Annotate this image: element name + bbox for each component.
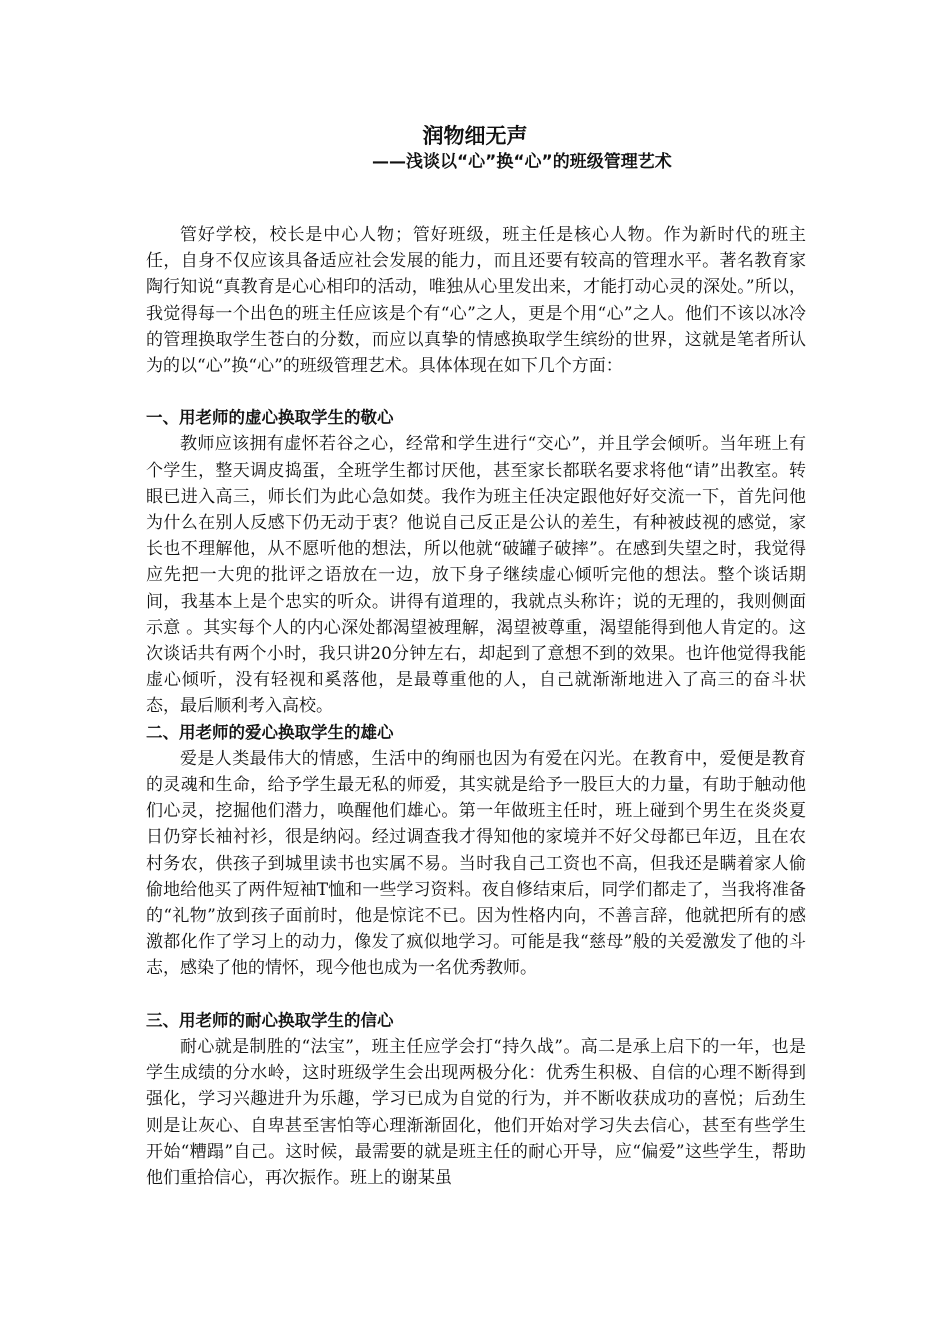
document-subtitle: ——浅谈以“心”换“心”的班级管理艺术 bbox=[372, 152, 672, 172]
section-heading-1: 一、用老师的虚心换取学生的敬心 bbox=[146, 408, 394, 428]
section-paragraph-3: 耐心就是制胜的“法宝”，班主任应学会打“持久战”。高二是承上启下的一年，也是学生成绩的分水岭，这时班级学生会出现两极分化：优秀生积极、自信的心理不断得到强化，学习兴趣进升为乐趣，学习已成为自觉的行为，并不断收获成功的喜悦；后劲生则是让灰心、自卑甚至害怕等心理渐渐固化，他们开始对学习失去信心，甚至有些学生开始“糟蹋”自己。这时候，最需要的就是班主任的耐心开导，应“偏爱”这些学生，帮助他们重拾信心，再次振作。班上的谢某虽 bbox=[146, 1036, 806, 1188]
spacer bbox=[146, 982, 806, 1008]
section-heading-3: 三、用老师的耐心换取学生的信心 bbox=[146, 1010, 394, 1030]
intro-paragraph: 管好学校，校长是中心人物；管好班级，班主任是核心人物。作为新时代的班主任，自身不仅应该具备适应社会发展的能力，而且还要有较高的管理水平。著名教育家陶行知说“真教育是心心相印的活动，唯独从心里发出来，才能打动心灵的深处。”所以，我觉得每一个出色的班主任应该是个有“心”之人，更是个用“心”之人。他们不该以冰冷的管理换取学生苍白的分数，而应以真挚的情感换取学生缤纷的世界，这就是笔者所认为的以“心”换“心”的班级管理艺术。具体体现在如下几个方面： bbox=[146, 225, 806, 377]
section-paragraph-2: 爱是人类最伟大的情感，生活中的绚丽也因为有爱在闪光。在教育中，爱便是教育的灵魂和生命，给予学生最无私的师爱，其实就是给予一股巨大的力量，有助于触动他们心灵，挖掘他们潜力，唤醒他们雄心。第一年做班主任时，班上碰到个男生在炎炎夏日仍穿长袖衬衫，很是纳闷。经过调查我才得知他的家境并不好父母都已年迈，且在农村务农，供孩子到城里读书也实属不易。当时我自己工资也不高，但我还是瞒着家人偷偷地给他买了两件短袖T恤和一些学习资料。夜自修结束后，同学们都走了，当我将准备的“礼物”放到孩子面前时，他是惊诧不已。因为性格内向，不善言辞，他就把所有的感激都化作了学习上的动力，像发了疯似地学习。可能是我“慈母”般的关爱激发了他的斗志，感染了他的情怀，现今他也成为一名优秀教师。 bbox=[146, 748, 806, 979]
spacer bbox=[146, 379, 806, 405]
section-paragraph-1: 教师应该拥有虚怀若谷之心，经常和学生进行“交心”，并且学会倾听。当年班上有个学生，整天调皮捣蛋，全班学生都讨厌他，甚至家长都联名要求将他“请”出教室。转眼已进入高三，师长们为此心急如焚。我作为班主任决定跟他好好交流一下，首先问他为什么在别人反感下仍无动于衷？他说自己反正是公认的差生，有种被歧视的感觉，家长也不理解他，从不愿听他的想法，所以他就“破罐子破摔”。在感到失望之时，我觉得应先把一大兜的批评之语放在一边，放下身子继续虚心倾听完他的想法。整个谈话期间，我基本上是个忠实的听众。讲得有道理的，我就点头称许；说的无理的，我则侧面示意 。其实每个人的内心深处都渴望被理解，渴望被尊重，渴望能得到他人肯定的。这次谈话共有两个小时，我只讲20分钟左右，却起到了意想不到的效果。也许他觉得我能虚心倾听，没有轻视和奚落他，是最尊重他的人，自己就渐渐地进入了高三的奋斗状态，最后顺利考入高校。 bbox=[146, 434, 806, 717]
document-body bbox=[146, 222, 806, 1191]
document-title: 润物细无声 bbox=[422, 124, 528, 148]
section-heading-2: 二、用老师的爱心换取学生的雄心 bbox=[146, 722, 394, 742]
